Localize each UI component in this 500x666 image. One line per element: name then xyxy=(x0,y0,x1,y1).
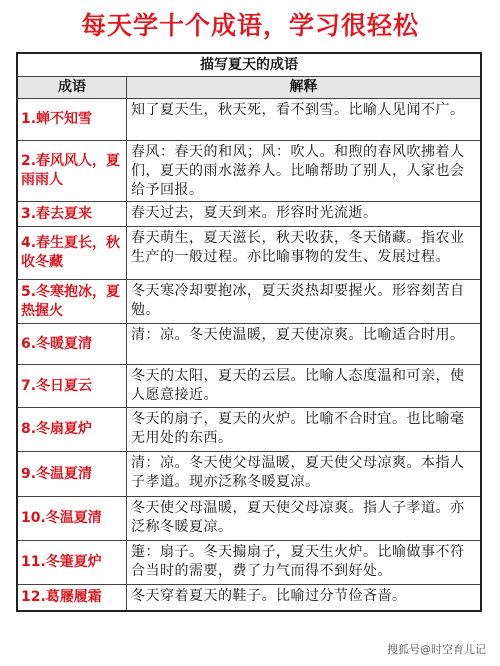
meaning-cell: 清：凉。冬天使温暖，夏天使凉爽。比喻适合时用。 xyxy=(131,327,465,343)
table-row xyxy=(18,497,480,541)
meaning-cell: 春风：春天的和风；风：吹人。和煦的春风吹拂着人们，夏天的雨水滋养人。比喻帮助了别人，人家也会给予回报。 xyxy=(131,144,465,198)
meaning-cell: 冬天穿着夏天的鞋子。比喻过分节俭吝啬。 xyxy=(131,588,407,604)
idiom-cell: 2.春风风人，夏雨雨人 xyxy=(18,141,127,201)
idiom-cell: 7.冬日夏云 xyxy=(18,365,127,407)
idiom-table xyxy=(16,52,482,612)
table-header-row xyxy=(18,77,480,99)
idiom-cell: 9.冬温夏清 xyxy=(18,452,127,496)
idiom-cell: 4.春生夏长，秋收冬藏 xyxy=(18,227,127,279)
header-meaning: 解释 xyxy=(289,79,318,95)
idiom-cell: 5.冬寒抱冰，夏热握火 xyxy=(18,280,127,323)
idiom-cell: 12.葛屦履霜 xyxy=(18,585,127,610)
table-row xyxy=(18,408,480,452)
idiom-cell: 8.冬扇夏炉 xyxy=(18,408,127,451)
table-row xyxy=(18,141,480,202)
meaning-cell: 箑：扇子。冬天搧扇子，夏天生火炉。比喻做事不符合当时的需要，费了力气而得不到好处。 xyxy=(131,544,465,579)
table-row xyxy=(18,585,480,610)
table-row xyxy=(18,365,480,408)
meaning-cell: 清：凉。冬天使父母温暖，夏天使父母凉爽。本指人子孝道。现亦泛称冬暖夏凉。 xyxy=(131,455,465,490)
idiom-cell: 1.蝉不知雪 xyxy=(18,99,127,140)
meaning-cell: 冬天寒冷却要抱冰，夏天炎热却要握火。形容刻苦自勉。 xyxy=(131,283,465,318)
header-idiom: 成语 xyxy=(18,77,127,98)
meaning-cell: 春天萌生，夏天滋长，秋天收获，冬天储藏。指农业生产的一般过程。亦比喻事物的发生、发展过程。 xyxy=(131,230,465,265)
table-row xyxy=(18,452,480,497)
table-row xyxy=(18,541,480,585)
meaning-cell: 春天过去，夏天到来。形容时光流逝。 xyxy=(131,205,378,221)
idiom-cell: 6.冬暖夏清 xyxy=(18,324,127,364)
idiom-cell: 3.春去夏来 xyxy=(18,202,127,226)
page-title: 每天学十个成语，学习很轻松 xyxy=(80,11,419,40)
table-caption: 描写夏天的成语 xyxy=(18,54,480,77)
meaning-cell: 冬天的扇子，夏天的火炉。比喻不合时宜。也比喻毫无用处的东西。 xyxy=(131,411,465,446)
meaning-cell: 冬天使父母温暖，夏天使父母凉爽。指人子孝道。亦泛称冬暖夏凉。 xyxy=(131,500,465,535)
idiom-cell: 10.冬温夏清 xyxy=(18,497,127,540)
table-row xyxy=(18,280,480,324)
watermark: 搜狐号@时空育儿记 xyxy=(387,643,486,656)
meaning-cell: 知了夏天生，秋天死，看不到雪。比喻人见闻不广。 xyxy=(131,102,465,118)
table-row xyxy=(18,202,480,227)
table-row xyxy=(18,99,480,141)
table-row xyxy=(18,324,480,365)
table-row xyxy=(18,227,480,280)
idiom-cell: 11.冬箑夏炉 xyxy=(18,541,127,584)
meaning-cell: 冬天的太阳，夏天的云层。比喻人态度温和可亲，使人愿意接近。 xyxy=(131,368,465,403)
